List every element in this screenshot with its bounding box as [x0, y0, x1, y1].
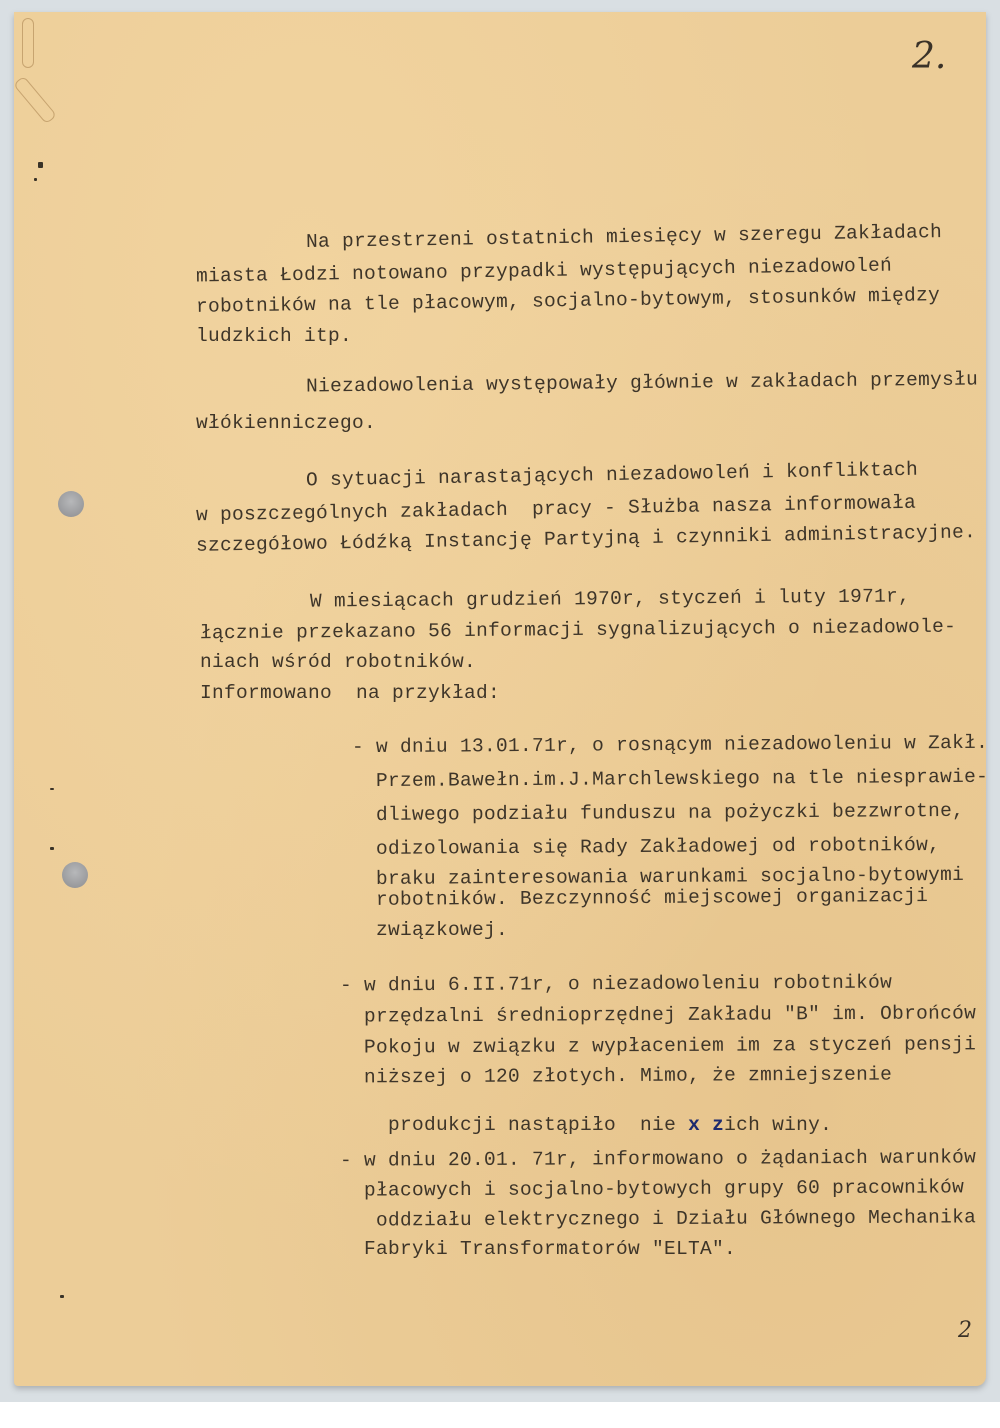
punch-hole-top: [58, 491, 84, 517]
item-2-line-2: przędzalni średnioprzędnej Zakładu "B" im. Obrońców: [339, 1002, 977, 1028]
paragraph-1-line-1: Na przestrzeni ostatnich miesięcy w szeregu Zakładach: [305, 221, 943, 253]
paragraph-1-line-4: ludzkich itp.: [196, 325, 353, 347]
item-1-line-6: robotników. Bezczynność miejscowej organizacji: [351, 884, 929, 912]
item-2-line-5-text: produkcji nastąpiło nie: [364, 1113, 689, 1136]
ink-speck: [34, 178, 37, 181]
paragraph-2-line-1: Niezadowolenia występowały głównie w zakładach przemysłu: [305, 368, 979, 398]
paragraph-4-line-2: łącznie przekazano 56 informacji sygnalizujących o niezadowole-: [199, 615, 957, 645]
ink-speck: [50, 788, 54, 790]
item-3-line-4: Fabryki Transformatorów "ELTA".: [340, 1238, 737, 1260]
item-1-line-3: dliwego podziału funduszu na pożyczki bezzwrotne,: [351, 799, 965, 827]
page-number-top: 2.: [912, 36, 947, 77]
item-1-line-1: - w dniu 13.01.71r, o rosnącym niezadowoleniu w Zakł.: [351, 731, 989, 759]
punch-hole-bottom: [62, 862, 88, 888]
item-3-line-3: oddziału elektrycznego i Działu Głównego Mechanika: [339, 1206, 977, 1232]
paper-crease: [22, 18, 34, 68]
paragraph-3-line-1: O sytuacji narastających niezadowoleń i konfliktach: [305, 458, 919, 492]
item-3-line-2: płacowych i socjalno-bytowych grupy 60 pracowników: [339, 1176, 965, 1202]
paragraph-3-line-3: szczegółowo Łódźką Instancję Partyjną i czynniki administracyjne.: [195, 521, 977, 557]
item-1-line-4: odizolowania się Rady Zakładowej od robotników,: [351, 833, 941, 861]
typewriter-correction: x z: [688, 1113, 725, 1136]
item-2-line-5-tail: ich winy.: [724, 1113, 833, 1136]
paragraph-4-line-4: Informowano na przykład:: [200, 682, 501, 704]
item-2-line-5: [340, 1096, 832, 1135]
ink-speck: [38, 162, 43, 168]
item-1-line-5: braku zainteresowania warunkami socjalno-bytowymi: [351, 863, 965, 891]
paragraph-1-line-2: miasta Łodzi notowano przypadki występujących niezadowoleń: [195, 254, 893, 288]
item-1-line-2: Przem.Bawełn.im.J.Marchlewskiego na tle niesprawie-: [351, 765, 989, 793]
paragraph-1-line-3: robotników na tle płacowym, socjalno-bytowym, stosunków między: [195, 284, 941, 318]
item-2-line-3: Pokoju w związku z wypłaceniem im za styczeń pensji: [339, 1033, 977, 1059]
item-1-line-7: związkowej.: [352, 919, 509, 941]
item-2-line-1: - w dniu 6.II.71r, o niezadowoleniu robotników: [339, 971, 893, 997]
ink-speck: [60, 1295, 64, 1298]
page-number-bottom: 2: [958, 1318, 972, 1343]
paper-crease: [13, 76, 57, 125]
item-3-line-1: - w dniu 20.01. 71r, informowano o żądaniach warunków: [339, 1146, 977, 1172]
item-2-line-4: niższej o 120 złotych. Mimo, że zmniejszenie: [339, 1063, 893, 1089]
ink-speck: [50, 847, 54, 850]
paragraph-4-line-3: niach wśród robotników.: [200, 651, 477, 673]
paragraph-2-line-2: włókienniczego.: [196, 412, 377, 434]
paragraph-4-line-1: W miesiącach grudzień 1970r, styczeń i luty 1971r,: [309, 585, 911, 613]
paragraph-3-line-2: w poszczególnych zakładach pracy - Służba nasza informowała: [195, 491, 917, 527]
